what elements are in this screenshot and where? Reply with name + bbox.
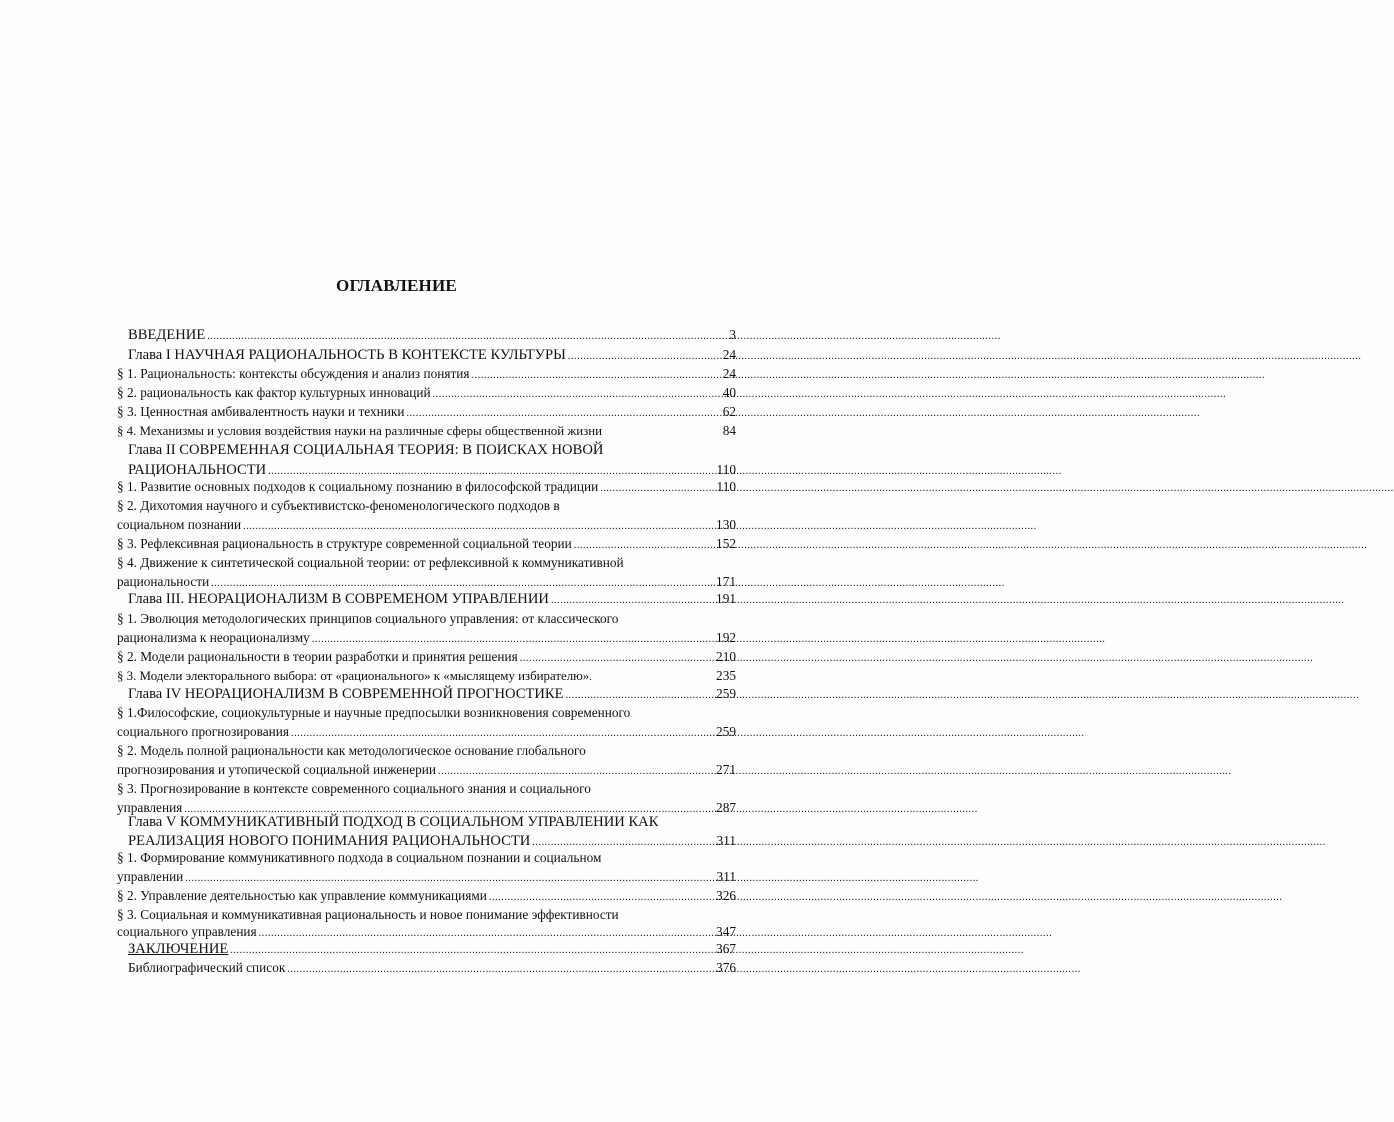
toc-entry-title-line2: РЕАЛИЗАЦИЯ НОВОГО ПОНИМАНИЯ РАЦИОНАЛЬНОСТИ bbox=[128, 833, 531, 849]
toc-entry-title: § 3. Модели электорального выбора: от «рационального» к «мыслящему избирателю» bbox=[117, 669, 590, 683]
toc-entry-section bbox=[117, 741, 736, 761]
toc-entry-page: 191 bbox=[716, 591, 736, 606]
toc-entry-title: § 4. Механизмы и условия воздействия науки на различные сферы общественной жизни bbox=[117, 424, 603, 438]
dot-leader bbox=[287, 960, 714, 980]
toc-entry-section bbox=[117, 383, 736, 403]
toc-entry-chapter-4 bbox=[128, 684, 736, 704]
toc-entry-title-line2: РАЦИОНАЛЬНОСТИ bbox=[128, 462, 267, 478]
toc-entry-title-line1: § 2. Модель полной рациональности как методологическое основание глобального bbox=[117, 743, 586, 758]
toc-entry-title-line1: § 1.Философские, социокультурные и научные предпосылки возникновения современного bbox=[117, 705, 631, 720]
toc-entry-page: 210 bbox=[716, 649, 736, 664]
toc-entry-section bbox=[117, 703, 736, 723]
toc-entry-page: 3 bbox=[729, 327, 736, 342]
toc-entry-title: § 3. Ценностная амбивалентность науки и техники bbox=[117, 404, 405, 419]
toc-entry-title-line1: § 4. Движение к синтетической социальной теории: от рефлексивной к коммуникативной bbox=[117, 555, 624, 570]
toc-title: ОГЛАВЛЕНИЕ bbox=[336, 276, 457, 295]
toc-entry-conclusion bbox=[128, 939, 736, 959]
toc-entry-section bbox=[117, 364, 736, 384]
toc-entry-title: § 2. рациональность как фактор культурных инноваций bbox=[117, 385, 431, 400]
toc-entry-title-line2: управления bbox=[117, 800, 183, 815]
toc-entry-title-line2: рациональности bbox=[117, 574, 210, 589]
toc-entry-page: 192 bbox=[716, 630, 736, 645]
toc-entry-bibliography bbox=[128, 958, 736, 978]
toc-entry-page: 367 bbox=[716, 941, 736, 956]
toc-entry-section bbox=[117, 402, 736, 422]
toc-entry-title-line1: Глава II СОВРЕМЕННАЯ СОЦИАЛЬНАЯ ТЕОРИЯ: В ПОИСКАХ НОВОЙ bbox=[128, 442, 604, 458]
toc-entry-section-cont bbox=[117, 867, 736, 887]
toc-entry-title-line2: социальном познании bbox=[117, 517, 242, 532]
toc-entry-title-line2: прогнозирования и утопической социальной инженерии bbox=[117, 762, 437, 777]
toc-entry-page: 271 bbox=[716, 762, 736, 777]
toc-entry-section-cont bbox=[117, 628, 736, 648]
toc-entry-title: ВВЕДЕНИЕ bbox=[128, 327, 206, 343]
toc-entry-section bbox=[117, 609, 736, 629]
toc-entry-title-line1: Глава V КОММУНИКАТИВНЫЙ ПОДХОД В СОЦИАЛЬНОМ УПРАВЛЕНИИ КАК bbox=[128, 814, 659, 830]
toc-entry-page: 376 bbox=[716, 960, 736, 975]
toc-entry-title-line1: § 2. Дихотомия научного и субъективистско-феноменологического подходов в bbox=[117, 498, 560, 513]
toc-entry-title: § 1. Рациональность: контексты обсуждения и анализ понятия bbox=[117, 366, 470, 381]
toc-entry-title-line1: § 3. Социальная и коммуникативная рациональность и новое понимание эффективности bbox=[117, 907, 619, 922]
toc-entry-page: 110 bbox=[716, 462, 736, 477]
toc-entry-page: 259 bbox=[716, 724, 736, 739]
toc-entry-page: 130 bbox=[716, 517, 736, 532]
toc-entry-page: 259 bbox=[716, 686, 736, 701]
toc-entry-page: 40 bbox=[722, 385, 736, 400]
toc-entry-section bbox=[117, 848, 736, 868]
toc-entry-title: Глава IV НЕОРАЦИОНАЛИЗМ В СОВРЕМЕННОЙ ПРОГНОСТИКЕ bbox=[128, 686, 564, 702]
toc-entry-title-line1: § 1. Формирование коммуникативного подхода в социальном познании и социальном bbox=[117, 850, 602, 865]
toc-entry-section bbox=[117, 477, 736, 497]
toc-entry-title-line2: социального прогнозирования bbox=[117, 724, 290, 739]
toc-entry-page: 326 bbox=[716, 888, 736, 903]
toc-entry-section bbox=[117, 886, 736, 906]
toc-entry-chapter-1 bbox=[128, 345, 736, 365]
toc-entry-page: 235 bbox=[716, 668, 736, 683]
toc-entry-title: § 2. Управление деятельностью как управление коммуникациями bbox=[117, 888, 487, 903]
toc-entry-section bbox=[117, 553, 736, 573]
toc-entry-section: § 3. Модели электорального выбора: от «рационального» к «мыслящему избирателю» . 235 bbox=[117, 666, 736, 686]
toc-entry-introduction bbox=[128, 325, 736, 345]
toc-entry-title: § 3. Рефлексивная рациональность в структуре современной социальной теории bbox=[117, 536, 572, 551]
toc-entry-page: 311 bbox=[716, 869, 736, 884]
toc-entry-title: Глава III. НЕОРАЦИОНАЛИЗМ В СОВРЕМЕНОМ УПРАВЛЕНИИ bbox=[128, 591, 549, 607]
toc-entry-title-line1: § 1. Эволюция методологических принципов социального управления: от классического bbox=[117, 611, 619, 626]
toc-entry-page: 24 bbox=[722, 347, 736, 362]
toc-entry-chapter-5 bbox=[128, 812, 736, 832]
toc-entry-page: 171 bbox=[716, 574, 736, 589]
toc-entry-title-line2: социального управления bbox=[117, 924, 257, 939]
toc-entry-section-cont bbox=[117, 722, 736, 742]
dot-leader bbox=[551, 591, 714, 611]
toc-entry-title-line2: управлении bbox=[117, 869, 184, 884]
toc-entry-page: 287 bbox=[716, 800, 736, 815]
toc-entry-page: 84 bbox=[722, 423, 736, 438]
toc-entry-page: 152 bbox=[716, 536, 736, 551]
toc-entry-page: 110 bbox=[716, 479, 736, 494]
toc-entry-title: Библиографический список bbox=[128, 960, 286, 975]
toc-entry-chapter-2 bbox=[128, 440, 736, 460]
dot-leader bbox=[207, 327, 727, 347]
toc-entry-title: § 2. Модели рациональности в теории разработки и принятия решения bbox=[117, 649, 518, 664]
toc-entry-section-cont bbox=[117, 515, 736, 535]
toc-entry-page: 347 bbox=[716, 924, 736, 939]
toc-entry-section bbox=[117, 496, 736, 516]
toc-entry-title-line2: рационализма к неорационализму bbox=[117, 630, 310, 645]
toc-entry-section bbox=[117, 534, 736, 554]
toc-entry-title: ЗАКЛЮЧЕНИЕ bbox=[128, 941, 229, 957]
toc-entry-section bbox=[117, 647, 736, 667]
toc-entry-section bbox=[117, 421, 736, 441]
toc-entry-page: 62 bbox=[722, 404, 736, 419]
toc-entry-title: § 1. Развитие основных подходов к социальному познанию в философской традиции bbox=[117, 479, 599, 494]
toc-entry-page: 24 bbox=[722, 366, 736, 381]
toc-entry-chapter-3 bbox=[128, 589, 736, 609]
toc-entry-title: Глава I НАУЧНАЯ РАЦИОНАЛЬНОСТЬ В КОНТЕКСТЕ КУЛЬТУРЫ bbox=[128, 347, 566, 363]
toc-entry-title-line1: § 3. Прогнозирование в контексте современного социального знания и социального bbox=[117, 781, 591, 796]
toc-entry-section-cont bbox=[117, 760, 736, 780]
toc-entry-page: 311 bbox=[716, 833, 736, 848]
toc-entry-section bbox=[117, 779, 736, 799]
